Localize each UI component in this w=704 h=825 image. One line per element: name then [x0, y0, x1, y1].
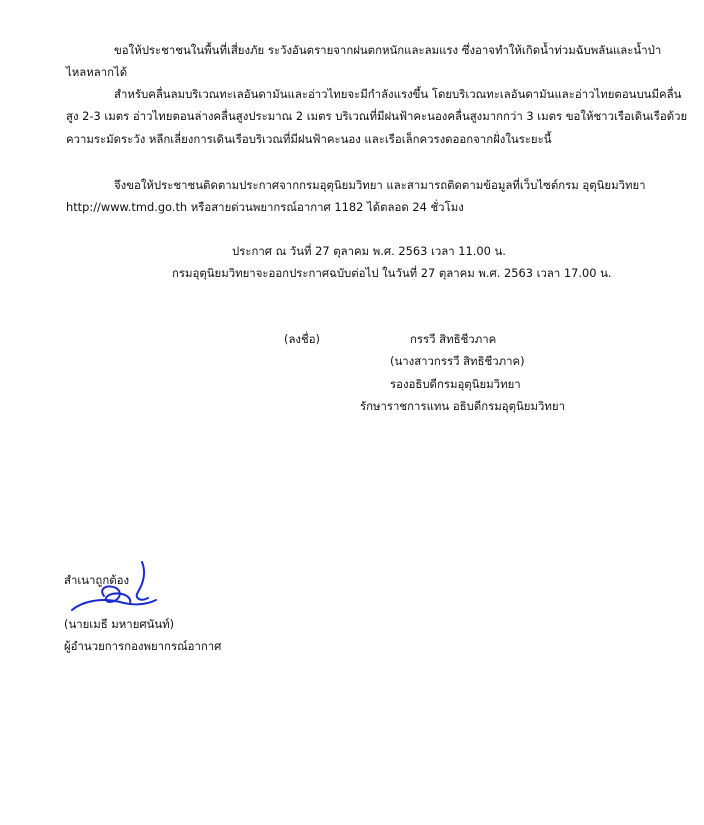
paragraph-3-line-2: http://www.tmd.go.th หรือสายด่วนพยากรณ์อากาศ 1182 ได้ตลอด 24 ชั่วโมง [66, 200, 464, 214]
certified-copy-name: (นายเมธี มหายศนันท์) [64, 617, 175, 631]
announcement-issued: ประกาศ ณ วันที่ 27 ตุลาคม พ.ศ. 2563 เวลา 11.00 น. [232, 244, 506, 258]
certified-copy-position: ผู้อำนวยการกองพยากรณ์อากาศ [64, 639, 222, 653]
handwritten-signature [64, 558, 174, 618]
paragraph-1-line-2: ไหลหลากได้ [66, 65, 128, 79]
paragraph-3-line-1: จึงขอให้ประชาชนติดตามประกาศจากกรมอุตุนิยมวิทยา และสามารถติดตามข้อมูลที่เว็บไซต์กรม อุตุนิยมวิทยา [114, 178, 646, 192]
signer-position-1: รองอธิบดีกรมอุตุนิยมวิทยา [390, 377, 521, 391]
paragraph-2-line-3: ความระมัดระวัง หลีกเลี่ยงการเดินเรือบริเวณที่มีฝนฟ้าคะนอง และเรือเล็กควรงดออกจากฝั่งในระยะนี้ [66, 132, 552, 146]
signer-full-name: (นางสาวกรรวี สิทธิชีวภาค) [390, 354, 525, 368]
certified-copy-label: สำเนาถูกต้อง [64, 573, 130, 587]
paragraph-2-line-2: สูง 2-3 เมตร อ่าวไทยตอนล่างคลื่นสูงประมาณ 2 เมตร บริเวณที่มีฝนฟ้าคะนองคลื่นสูงมากกว่า 3 เมตร ขอให้ชาวเรือเดินเรือด้วย [66, 109, 688, 123]
paragraph-1-line-1: ขอให้ประชาชนในพื้นที่เสี่ยงภัย ระวังอันตรายจากฝนตกหนักและลมแรง ซึ่งอาจทำให้เกิดน้ำท่วมฉับพลันและน้ำป่า [114, 43, 662, 57]
sign-label: (ลงชื่อ) [284, 332, 321, 346]
signer-name: กรรวี สิทธิชีวภาค [410, 332, 497, 346]
signer-position-2: รักษาราชการแทน อธิบดีกรมอุตุนิยมวิทยา [360, 399, 565, 413]
announcement-next: กรมอุตุนิยมวิทยาจะออกประกาศฉบับต่อไป ในวันที่ 27 ตุลาคม พ.ศ. 2563 เวลา 17.00 น. [172, 266, 612, 280]
paragraph-2-line-1: สำหรับคลื่นลมบริเวณทะเลอันดามันและอ่าวไทยจะมีกำลังแรงขึ้น โดยบริเวณทะเลอันดามันและอ่าวไทยตอนบนมีคลื่น [114, 87, 682, 101]
